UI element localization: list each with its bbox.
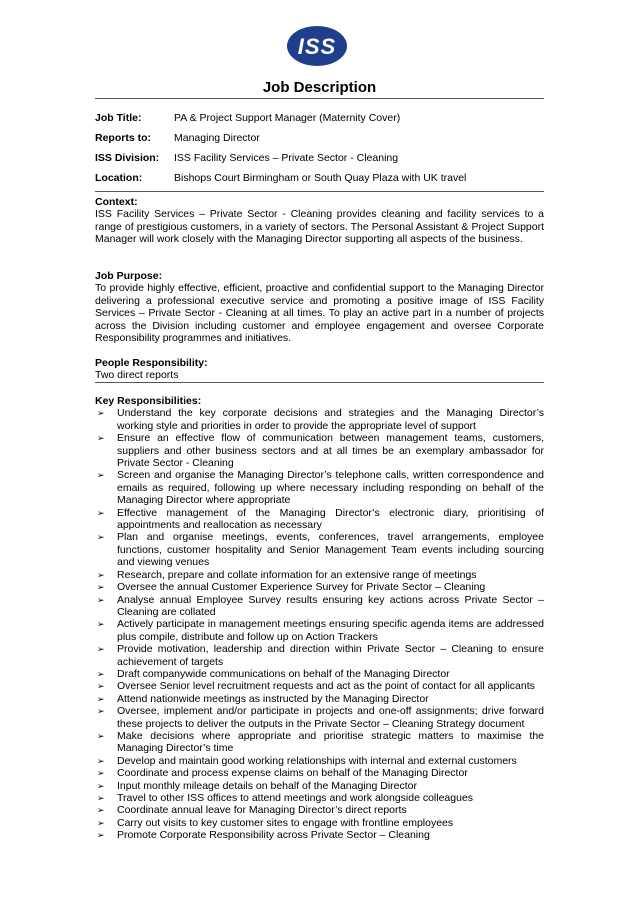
- responsibility-text: Understand the key corporate decisions and strategies and the Managing Director’s working style and priorities in order to provide the appropriate level of support: [117, 407, 544, 432]
- responsibility-item: [95, 594, 544, 619]
- responsibility-text: Carry out visits to key customer sites to engage with frontline employees: [117, 816, 454, 829]
- responsibility-item: [95, 730, 544, 755]
- responsibility-item: [95, 705, 544, 730]
- people-text: Two direct reports: [95, 369, 179, 382]
- responsibility-item: [95, 817, 544, 829]
- people-divider: [95, 382, 544, 383]
- responsibility-item: [95, 693, 544, 705]
- context-heading: Context:: [95, 196, 138, 208]
- arrow-bullet-icon: ➢: [97, 470, 105, 481]
- arrow-bullet-icon: ➢: [97, 681, 105, 692]
- arrow-bullet-icon: ➢: [97, 408, 105, 419]
- arrow-bullet-icon: ➢: [97, 755, 105, 766]
- responsibilities-list: [95, 407, 544, 841]
- arrow-bullet-icon: ➢: [97, 830, 105, 841]
- responsibility-item: [95, 780, 544, 792]
- arrow-bullet-icon: ➢: [97, 507, 105, 518]
- responsibility-item: [95, 767, 544, 779]
- iss-logo: [286, 25, 348, 67]
- reports-to-value: Managing Director: [174, 132, 260, 144]
- responsibility-item: [95, 668, 544, 680]
- arrow-bullet-icon: ➢: [97, 582, 105, 593]
- responsibility-item: [95, 531, 544, 568]
- context-section: [95, 196, 544, 246]
- purpose-heading: Job Purpose:: [95, 270, 163, 282]
- responsibility-item: [95, 829, 544, 841]
- responsibility-text: Analyse annual Employee Survey results ensuring key actions across Private Sector – Cleaning are collated: [117, 593, 544, 618]
- responsibility-item: [95, 469, 544, 506]
- responsibility-item: [95, 581, 544, 593]
- arrow-bullet-icon: ➢: [97, 668, 105, 679]
- responsibility-item: [95, 680, 544, 692]
- responsibility-item: [95, 792, 544, 804]
- job-title-label: Job Title:: [95, 112, 142, 124]
- responsibility-text: Promote Corporate Responsibility across Private Sector – Cleaning: [117, 829, 430, 842]
- arrow-bullet-icon: ➢: [97, 644, 105, 655]
- responsibility-item: [95, 407, 544, 432]
- responsibility-text: Research, prepare and collate information for an extensive range of meetings: [117, 568, 477, 581]
- responsibility-item: [95, 804, 544, 816]
- reports-to-label: Reports to:: [95, 132, 151, 144]
- info-divider: [95, 191, 544, 192]
- responsibility-text: Make decisions where appropriate and prioritise strategic matters to maximise the Managing Director’s time: [117, 729, 544, 755]
- responsibility-text: Screen and organise the Managing Director’s telephone calls, written correspondence and emails as required, following up where necessary including responding on behalf of the Managing Director where appropriate: [117, 469, 544, 507]
- people-section: [95, 357, 544, 382]
- responsibilities-heading: Key Responsibilities:: [95, 395, 202, 407]
- arrow-bullet-icon: ➢: [97, 768, 105, 779]
- arrow-bullet-icon: ➢: [97, 594, 105, 605]
- responsibility-text: Coordinate annual leave for Managing Director’s direct reports: [117, 804, 407, 817]
- arrow-bullet-icon: ➢: [97, 793, 105, 803]
- responsibility-text: Oversee, implement and/or participate in projects and one-off assignments; drive forward these projects to deliver the outputs in the Private Sector – Cleaning Strategy document: [117, 705, 544, 730]
- responsibility-text: Oversee Senior level recruitment requests and act as the point of contact for all applicants: [117, 680, 535, 693]
- arrow-bullet-icon: ➢: [97, 730, 105, 741]
- division-label: ISS Division:: [95, 152, 160, 164]
- responsibility-text: Draft companywide communications on behalf of the Managing Director: [117, 667, 450, 680]
- responsibility-text: Plan and organise meetings, events, conferences, travel arrangements, employee functions, customer hospitality and Senior Management Team events including sourcing and viewing venues: [117, 531, 544, 569]
- responsibility-item: [95, 755, 544, 767]
- responsibilities-section: [95, 395, 544, 842]
- responsibility-text: Ensure an effective flow of communication between management teams, customers, suppliers and other business sectors and at all times be an exemplary ambassador for Private Sector - Cleaning: [117, 432, 544, 470]
- purpose-text: To provide highly effective, efficient, proactive and confidential support to the Managing Director delivering a professional executive service and promoting a positive image of ISS Facility Services – Private Sector - Cleaning at all times. To play an active part in a number of projects across the Division including customer and employee engagement and oversee Corporate Responsibility programmes and initiatives.: [95, 282, 544, 345]
- arrow-bullet-icon: ➢: [97, 532, 105, 543]
- svg-text:ISS: ISS: [297, 34, 337, 59]
- location-label: Location:: [95, 172, 143, 184]
- arrow-bullet-icon: ➢: [97, 805, 105, 816]
- responsibility-text: Oversee the annual Customer Experience Survey for Private Sector – Cleaning: [117, 581, 486, 594]
- responsibility-text: Effective management of the Managing Director’s electronic diary, prioritising of appointments and reallocation as necessary: [117, 506, 544, 532]
- context-text: ISS Facility Services – Private Sector - Cleaning provides cleaning and facility services to a range of prestigious customers, in a variety of sectors. The Personal Assistant & Project Support Manager will work closely with the Managing Director supporting all aspects of the business.: [95, 208, 544, 246]
- responsibility-item: [95, 432, 544, 469]
- responsibility-item: [95, 507, 544, 532]
- purpose-section: [95, 270, 544, 344]
- responsibility-text: Attend nationwide meetings as instructed by the Managing Director: [117, 692, 429, 705]
- responsibility-item: [95, 643, 544, 668]
- responsibility-text: Develop and maintain good working relationships with internal and external customers: [117, 754, 517, 767]
- responsibility-item: [95, 569, 544, 581]
- location-value: Bishops Court Birmingham or South Quay Plaza with UK travel: [174, 172, 467, 184]
- responsibility-text: Travel to other ISS offices to attend meetings and work alongside colleagues: [117, 792, 474, 804]
- arrow-bullet-icon: ➢: [97, 693, 105, 704]
- arrow-bullet-icon: ➢: [97, 780, 105, 791]
- job-title-value: PA & Project Support Manager (Maternity Cover): [174, 112, 401, 124]
- arrow-bullet-icon: ➢: [97, 619, 105, 630]
- responsibility-text: Input monthly mileage details on behalf of the Managing Director: [117, 779, 418, 792]
- responsibility-text: Coordinate and process expense claims on behalf of the Managing Director: [117, 767, 468, 780]
- responsibility-text: Actively participate in management meetings ensuring specific agenda items are addressed plus compile, distribute and follow up on Action Trackers: [117, 618, 544, 643]
- responsibility-text: Provide motivation, leadership and direction within Private Sector – Cleaning to ensure achievement of targets: [117, 643, 544, 668]
- people-heading: People Responsibility:: [95, 357, 208, 369]
- division-value: ISS Facility Services – Private Sector - Cleaning: [174, 152, 399, 164]
- arrow-bullet-icon: ➢: [97, 706, 105, 717]
- title-divider: [95, 98, 544, 99]
- arrow-bullet-icon: ➢: [97, 433, 105, 444]
- arrow-bullet-icon: ➢: [97, 569, 105, 580]
- arrow-bullet-icon: ➢: [97, 817, 105, 828]
- document-title: Job Description: [262, 79, 377, 96]
- responsibility-item: [95, 618, 544, 643]
